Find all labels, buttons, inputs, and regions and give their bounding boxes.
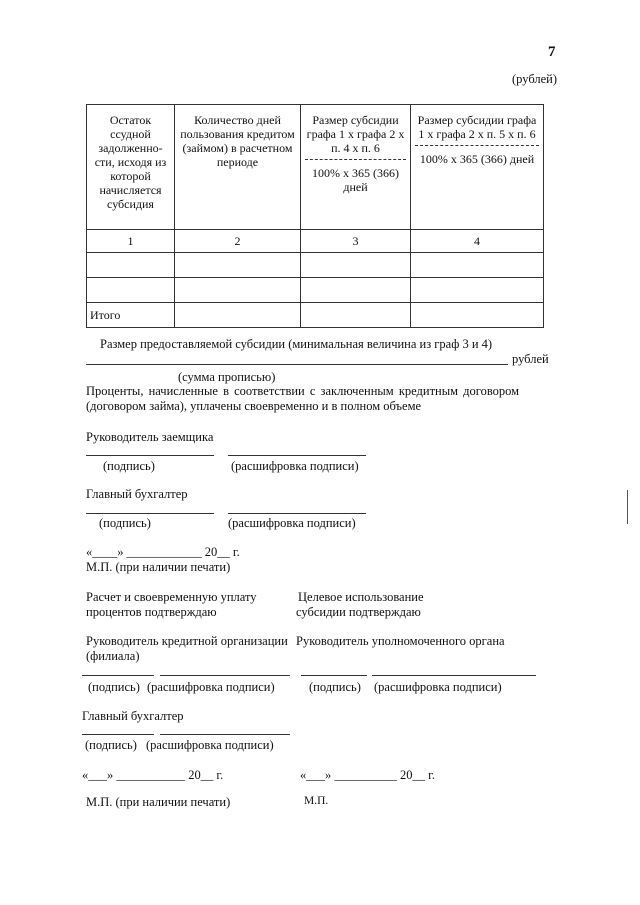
bank-head-title-branch: (филиала) — [86, 649, 140, 663]
borrower-head-signature-field[interactable] — [86, 455, 214, 456]
table-row — [87, 278, 544, 303]
table-cell[interactable] — [87, 253, 175, 278]
borrower-head-title: Руководитель заемщика — [86, 430, 214, 444]
decoding-caption: (расшифровка подписи) — [374, 680, 502, 694]
bank-head-title: Руководитель кредитной организации — [86, 634, 288, 648]
formula-denominator: 100% х 365 (366) дней — [419, 152, 535, 166]
formula-denominator: 100% х 365 (366) дней — [312, 166, 399, 194]
decoding-caption: (расшифровка подписи) — [231, 459, 359, 473]
signature-caption: (подпись) — [309, 680, 361, 694]
bank-confirm-line2: процентов подтверждаю — [86, 605, 217, 619]
table-cell[interactable] — [175, 278, 301, 303]
table-cell[interactable] — [301, 253, 411, 278]
bank-accountant-title: Главный бухгалтер — [82, 709, 184, 723]
formula-numerator: Размер субсидии графа 1 х графа 2 х п. 5 х п. 6 — [415, 113, 539, 146]
decoding-caption: (расшифровка подписи) — [147, 680, 275, 694]
signature-caption: (подпись) — [88, 680, 140, 694]
bank-accountant-decoding-field[interactable] — [160, 734, 290, 735]
column-number-row — [87, 230, 544, 253]
authority-confirm-line2: субсидии подтверждаю — [296, 605, 421, 619]
authority-head-title: Руководитель уполномоченного органа — [296, 634, 505, 648]
table-cell[interactable] — [301, 278, 411, 303]
scan-margin-mark — [627, 490, 628, 524]
header-subsidy-p4 — [301, 105, 411, 230]
decoding-caption: (расшифровка подписи) — [228, 516, 356, 530]
borrower-date-field[interactable]: «____» ____________ 20__ г. — [86, 545, 240, 559]
column-number: 2 — [175, 230, 301, 253]
formula-numerator: Размер субсидии графа 1 х графа 2 х п. 4 х п. 6 — [305, 113, 406, 160]
bank-head-decoding-field[interactable] — [160, 675, 290, 676]
header-loan-balance: Остаток ссудной задолженно- сти, исходя из которой начисляется субсидия — [87, 105, 175, 230]
authority-date-field[interactable]: «___» __________ 20__ г. — [300, 768, 435, 782]
signature-caption: (подпись) — [103, 459, 155, 473]
table-cell[interactable] — [411, 253, 544, 278]
signature-caption: (подпись) — [99, 516, 151, 530]
header-days-count: Количество дней пользования кредитом (займом) в расчетном периоде — [175, 105, 301, 230]
total-row — [87, 303, 544, 328]
authority-confirm-line1: Целевое использование — [298, 590, 424, 604]
table-cell[interactable] — [411, 303, 544, 328]
amount-in-words-caption: (сумма прописью) — [178, 370, 276, 384]
column-number: 3 — [301, 230, 411, 253]
borrower-accountant-signature-field[interactable] — [86, 513, 214, 514]
units-label: (рублей) — [512, 72, 558, 86]
column-number: 4 — [411, 230, 544, 253]
authority-head-signature-field[interactable] — [301, 675, 367, 676]
table-cell[interactable] — [175, 253, 301, 278]
subsidy-amount-field[interactable] — [86, 364, 508, 365]
bank-accountant-signature-field[interactable] — [82, 734, 154, 735]
subsidy-calculation-table — [86, 104, 544, 328]
table-row — [87, 253, 544, 278]
signature-caption: (подпись) — [85, 738, 137, 752]
table-cell[interactable] — [301, 303, 411, 328]
borrower-seal-label: М.П. (при наличии печати) — [86, 560, 231, 574]
page-number: 7 — [548, 44, 556, 60]
table-cell[interactable] — [87, 278, 175, 303]
decoding-caption: (расшифровка подписи) — [146, 738, 274, 752]
column-number: 1 — [87, 230, 175, 253]
interest-statement-line2: (договором займа), уплачены своевременно и в полном объеме — [86, 399, 422, 413]
table-header-row — [87, 105, 544, 230]
bank-confirm-line1: Расчет и своевременную уплату — [86, 590, 257, 604]
total-label: Итого — [87, 303, 175, 328]
authority-seal-label: М.П. — [304, 795, 329, 807]
header-subsidy-p5 — [411, 105, 544, 230]
currency-label: рублей — [512, 352, 549, 366]
table-cell[interactable] — [411, 278, 544, 303]
table-cell[interactable] — [175, 303, 301, 328]
subsidy-amount-label: Размер предоставляемой субсидии (минимальная величина из граф 3 и 4) — [100, 337, 493, 351]
interest-statement-line1: Проценты, начисленные в соответствии с заключенным кредитным договором — [86, 384, 520, 398]
bank-head-signature-field[interactable] — [82, 675, 154, 676]
authority-head-decoding-field[interactable] — [372, 675, 536, 676]
borrower-accountant-decoding-field[interactable] — [228, 513, 366, 514]
borrower-head-decoding-field[interactable] — [228, 455, 366, 456]
borrower-accountant-title: Главный бухгалтер — [86, 487, 188, 501]
bank-date-field[interactable]: «___» ___________ 20__ г. — [82, 768, 224, 782]
bank-seal-label: М.П. (при наличии печати) — [86, 795, 231, 809]
